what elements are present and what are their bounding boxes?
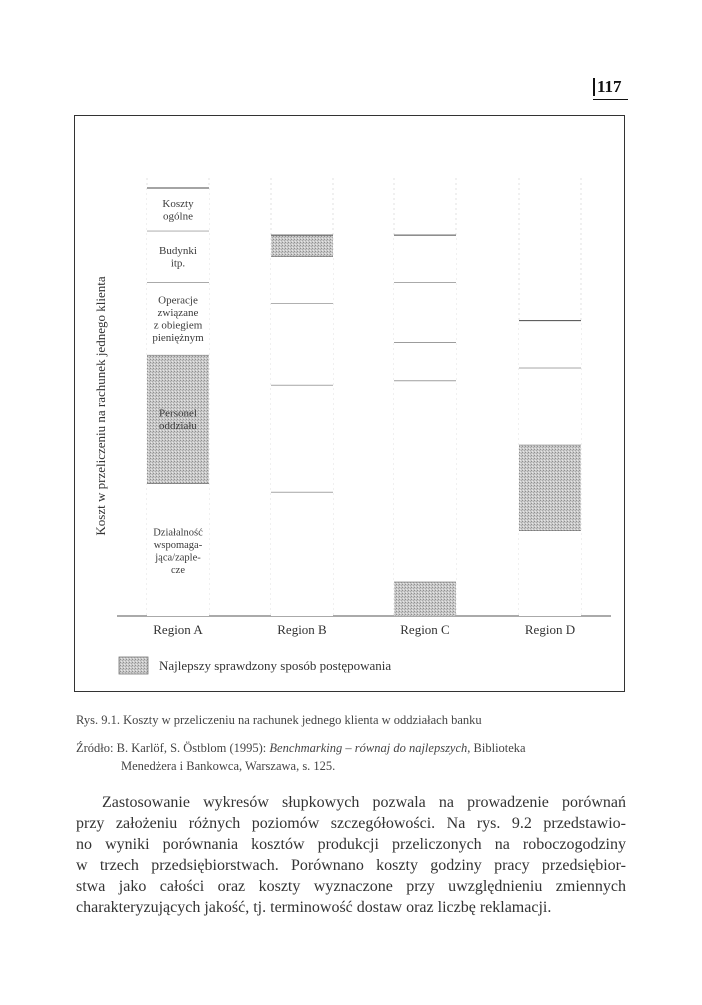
segment-label: oddziału: [159, 420, 197, 433]
segment-label: Działalność: [153, 527, 203, 539]
bar-segment: [519, 530, 581, 616]
segment-label: Budynki: [159, 244, 197, 257]
x-tick-label: Region A: [153, 622, 203, 637]
figure-frame: [74, 115, 625, 692]
source-after-title: , Biblioteka: [467, 741, 526, 755]
segment-label: pieniężnym: [152, 332, 204, 345]
x-tick-label: Region D: [524, 622, 576, 637]
body-line: charakteryzujących jakość, tj. terminowość dostaw oraz liczbę reklamacji.: [76, 899, 552, 916]
segment-label: cze: [171, 564, 185, 576]
page-number: 117: [593, 78, 622, 96]
body-line: stwa jako całości oraz koszty wyznaczone przy uwzględnieniu zmiennych: [76, 878, 626, 895]
segment-label: Koszty: [162, 197, 194, 210]
legend-swatch: [119, 657, 148, 674]
bar-segment: [271, 235, 333, 256]
source-prefix: Źródło: B. Karlöf, S. Östblom (1995):: [76, 741, 270, 755]
figure-source: [76, 739, 628, 775]
bar-segment: [394, 282, 456, 342]
bar-segment: [271, 385, 333, 492]
x-tick-label: Region C: [400, 622, 450, 637]
bar-segment: [519, 368, 581, 445]
legend-label: Najlepszy sprawdzony sposób postępowania: [159, 658, 392, 673]
segment-label: z obiegiem: [153, 319, 203, 332]
body-line: no wyniki porównania kosztów produkcji przeliczonych na roboczogodziny: [76, 836, 626, 853]
body-line: przy założeniu różnych poziomów szczegółowości. Na rys. 9.2 przedstawio-: [76, 815, 626, 832]
segment-label: itp.: [170, 257, 186, 270]
bar-segment: [271, 256, 333, 303]
bar-segment: [394, 342, 456, 381]
page-number-rule: [593, 99, 628, 100]
segment-label: Operacje: [158, 294, 198, 307]
bar-segment: [394, 582, 456, 616]
segment-label: jąca/zaple-: [155, 552, 201, 564]
bar-segment: [271, 304, 333, 385]
segment-label: związane: [157, 307, 199, 320]
body-line: w trzech przedsiębiorstwach. Porównano koszty godziny pracy przedsiębior-: [76, 857, 626, 874]
bar-segment: [519, 445, 581, 531]
segment-label: Personel: [159, 407, 197, 420]
body-paragraph: [76, 792, 626, 918]
segment-label: ogólne: [163, 210, 193, 223]
segment-label: wspomaga-: [153, 539, 203, 551]
stacked-bar-chart: [75, 116, 624, 691]
figure-caption: Rys. 9.1. Koszty w przeliczeniu na rachunek jednego klienta w oddziałach banku: [76, 713, 482, 727]
source-book-title: Benchmarking – równaj do najlepszych: [269, 741, 468, 755]
x-tick-label: Region B: [277, 622, 327, 637]
y-axis-label: Koszt w przeliczeniu na rachunek jednego klienta: [93, 276, 108, 536]
bar-segment: [394, 381, 456, 582]
body-line: Zastosowanie wykresów słupkowych pozwala na prowadzenie porównań: [102, 794, 626, 811]
bar-segment: [271, 492, 333, 616]
bar-segment: [519, 321, 581, 368]
bar-segment: [394, 235, 456, 282]
source-line-2: Menedżera i Bankowca, Warszawa, s. 125.: [121, 759, 336, 773]
